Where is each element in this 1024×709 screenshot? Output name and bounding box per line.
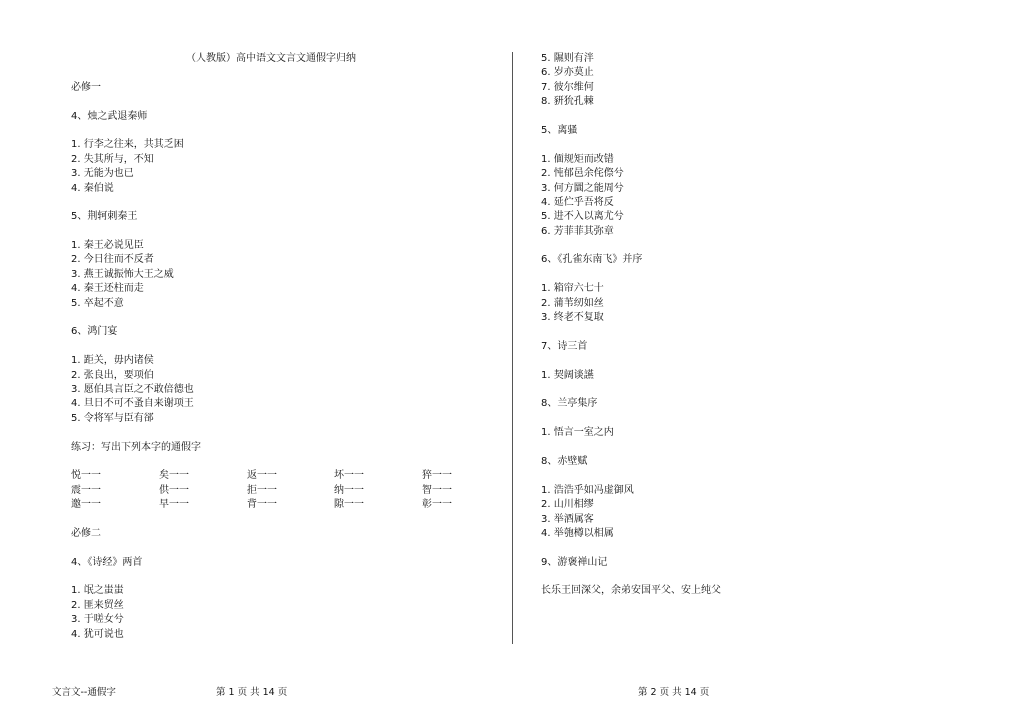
right-column — [541, 52, 961, 599]
list-item: 2. 今日往而不反者 — [71, 254, 154, 266]
body-text: 长乐王回深父，余弟安国平父、安上纯父 — [541, 585, 721, 597]
list-item: 3. 终老不复取 — [541, 312, 604, 324]
list-item: 2. 山川相缪 — [541, 499, 594, 511]
list-item: 1. 箱帘六七十 — [541, 283, 604, 295]
page-number: 第 2 页 共 14 页 — [638, 687, 710, 698]
list-item: 4. 秦王还柱而走 — [71, 283, 144, 295]
list-item: 4. 延伫乎吾将反 — [541, 196, 614, 208]
footer-label: 文言文--通假字 — [52, 687, 116, 698]
section-heading: 7、诗三首 — [541, 340, 588, 352]
exercise-cell: 矣一一 — [159, 470, 189, 482]
exercise-cell: 早一一 — [159, 499, 189, 511]
exercise-cell: 隙一一 — [334, 499, 364, 511]
list-item: 1. 行李之往来，共其乏困 — [71, 139, 184, 151]
exercise-cell: 邀一一 — [71, 499, 101, 511]
column-divider — [512, 52, 513, 644]
section-heading: 4、《诗经》两首 — [71, 556, 143, 568]
exercise-cell: 悦一一 — [71, 470, 101, 482]
list-item: 4. 秦伯说 — [71, 182, 114, 194]
exercise-cell: 猝一一 — [422, 470, 452, 482]
list-item: 3. 举酒属客 — [541, 513, 594, 525]
exercise-cell: 返一一 — [247, 470, 277, 482]
list-item: 5. 进不入以离尤兮 — [541, 211, 624, 223]
list-item: 3. 无能为也已 — [71, 168, 134, 180]
exercise-cell: 背一一 — [247, 499, 277, 511]
exercise-grid — [71, 469, 471, 512]
list-item: 1. 偭规矩而改错 — [541, 153, 614, 165]
section-heading: 8、赤壁赋 — [541, 455, 588, 467]
section-heading: 6、鸿门宴 — [71, 326, 118, 338]
list-item: 4. 举匏樽以相属 — [541, 527, 614, 539]
list-item: 1. 契阔谈讌 — [541, 369, 594, 381]
list-item: 2. 匪来贸丝 — [71, 599, 124, 611]
page-title: （人教版）高中语文文言文通假字归纳 — [186, 53, 356, 64]
list-item: 1. 氓之蚩蚩 — [71, 585, 124, 597]
list-item: 3. 何方圜之能周兮 — [541, 182, 624, 194]
list-item: 3. 愿伯具言臣之不敢倍德也 — [71, 383, 194, 395]
list-item: 5. 卒起不意 — [71, 297, 124, 309]
list-item: 1. 浩浩乎如冯虚御风 — [541, 484, 634, 496]
section-heading: 9、游褒禅山记 — [541, 556, 608, 568]
exercise-cell: 智一一 — [422, 484, 452, 496]
exercise-cell: 震一一 — [71, 484, 101, 496]
list-item: 5. 令将军与臣有郤 — [71, 412, 154, 424]
list-item: 7. 彼尔维何 — [541, 81, 594, 93]
exercise-cell: 彰一一 — [422, 499, 452, 511]
list-item: 1. 悟言一室之内 — [541, 427, 614, 439]
list-item: 1. 秦王必说见臣 — [71, 240, 144, 252]
list-item: 4. 旦日不可不蚤自来谢项王 — [71, 398, 194, 410]
section-heading: 8、兰亭集序 — [541, 398, 598, 410]
list-item: 8. 豣狁孔棘 — [541, 96, 594, 108]
exercise-heading: 练习：写出下列本字的通假字 — [71, 441, 201, 453]
list-item: 2. 忳郁邑余侘傺兮 — [541, 168, 624, 180]
list-item: 2. 张良出，要项伯 — [71, 369, 154, 381]
list-item: 6. 岁亦莫止 — [541, 67, 594, 79]
list-item: 3. 于嗟女兮 — [71, 614, 124, 626]
list-item: 2. 失其所与，不知 — [71, 153, 154, 165]
list-item: 4. 犹可说也 — [71, 628, 124, 640]
list-item: 1. 距关，毋内诸侯 — [71, 355, 154, 367]
section-heading: 4、烛之武退秦师 — [71, 110, 148, 122]
exercise-cell: 纳一一 — [334, 484, 364, 496]
page-number: 第 1 页 共 14 页 — [216, 687, 288, 698]
list-item: 2. 蒲苇纫如丝 — [541, 297, 604, 309]
book-heading-2: 必修二 — [71, 527, 101, 539]
left-column — [71, 52, 471, 642]
section-heading: 5、离骚 — [541, 124, 578, 136]
list-item: 6. 芳菲菲其弥章 — [541, 225, 614, 237]
section-heading: 5、荆轲刺秦王 — [71, 211, 138, 223]
exercise-cell: 供一一 — [159, 484, 189, 496]
list-item: 3. 燕王诚振怖大王之威 — [71, 268, 174, 280]
exercise-cell: 拒一一 — [247, 484, 277, 496]
book-heading-1: 必修一 — [71, 81, 101, 93]
exercise-cell: 坏一一 — [334, 470, 364, 482]
section-heading: 6、《孔雀东南飞》并序 — [541, 254, 643, 266]
list-item: 5. 隰则有泮 — [541, 53, 594, 64]
